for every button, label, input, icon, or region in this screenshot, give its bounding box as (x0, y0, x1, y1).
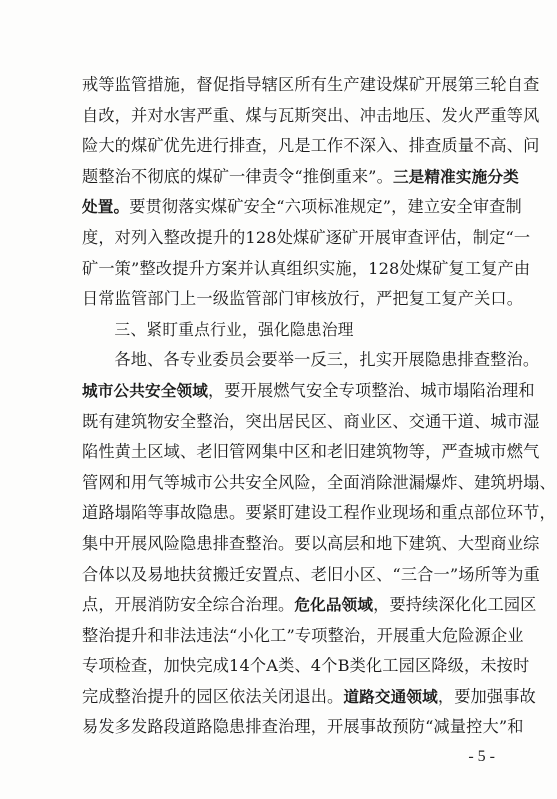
text-line (82, 682, 536, 713)
text-line (82, 162, 519, 193)
bold-phrase: 城市公共安全领域 (82, 381, 208, 400)
text-segment: 自改，并对水害严重、煤与瓦斯突出、冲击地压、发火严重等风 (82, 105, 540, 125)
text-segment: 易发多发路段道路隐患排查治理，开展事故预防“减量控大”和 (82, 717, 524, 737)
text-line (82, 651, 530, 682)
bold-phrase: 三是精准实施分类 (392, 167, 519, 186)
text-segment: 矿一策”整改提升方案并认真组织实施，128处煤矿复工复产由 (82, 258, 531, 278)
text-segment: 集中开展风险隐患排查整治。要以高层和地下建筑、大型商业综 (82, 533, 540, 553)
text-segment: 点，开展消防安全综合治理。 (82, 595, 295, 615)
body-text (82, 70, 556, 743)
text-line (82, 284, 524, 315)
text-segment: 道路塌陷等事故隐患。要紧盯建设工程作业现场和重点部位环节， (82, 503, 556, 523)
text-line (82, 437, 540, 468)
text-segment: ，要开展燃气安全专项整治、城市塌陷治理和 (207, 380, 535, 400)
text-line (82, 498, 556, 529)
text-line (82, 621, 524, 652)
text-segment: 题整治不彻底的煤矿一律责令“推倒重来”。 (82, 166, 393, 186)
text-segment: 整治提升和非法违法“小化工”专项整治，开展重大危险源企业 (82, 625, 524, 645)
text-segment: 日常监管部门上一级监管部门审核放行，严把复工复产关口。 (82, 289, 524, 309)
bold-phrase: 处置。 (82, 198, 130, 217)
text-segment: 合体以及易地扶贫搬迁安置点、老旧小区、“三合一”场所等为重 (82, 564, 540, 584)
text-segment: 各地、各专业委员会要举一反三，扎实开展隐患排查整治。 (114, 350, 540, 370)
text-segment: 专项检查，加快完成14个A类、4个B类化工园区降级，未按时 (82, 656, 530, 676)
text-segment: 度，对列入整改提升的128处煤矿逐矿开展审查评估，制定“一 (82, 227, 531, 247)
text-line (82, 590, 537, 621)
text-segment: 管网和用气等城市公共安全风险，全面消除泄漏爆炸、建筑坍塌、 (82, 472, 556, 492)
text-line (82, 131, 540, 162)
text-segment: 戒等监管措施，督促指导辖区所有生产建设煤矿开展第三轮自查 (82, 75, 540, 94)
text-line (82, 345, 540, 376)
text-line (82, 70, 540, 101)
text-line (82, 254, 531, 285)
text-line (82, 101, 540, 132)
text-segment: 完成整治提升的园区依法关闭退出。 (82, 686, 344, 706)
text-line (82, 407, 540, 438)
text-segment: ，要加强事故 (437, 686, 536, 706)
section-heading: 三、紧盯重点行业，强化隐患治理 (114, 319, 354, 339)
text-segment: ，要持续深化化工园区 (373, 595, 537, 615)
text-line (82, 192, 522, 223)
bold-phrase: 道路交通领域 (343, 687, 438, 706)
text-line (82, 468, 556, 499)
text-line (82, 315, 494, 346)
text-line (82, 712, 524, 743)
text-segment: 险大的煤矿优先进行排查，凡是工作不深入、排查质量不高、问 (82, 136, 540, 156)
text-line (82, 376, 535, 407)
text-line (82, 529, 540, 560)
text-segment: 陷性黄土区域、老旧管网集中区和老旧建筑物等，严查城市燃气 (82, 442, 540, 462)
text-segment: 既有建筑物安全整治，突出居民区、商业区、交通干道、城市湿 (82, 411, 540, 431)
text-segment: 要贯彻落实煤矿安全“六项标准规定”，建立安全审查制 (129, 197, 522, 217)
text-line (82, 223, 531, 254)
text-line (82, 560, 540, 591)
bold-phrase: 危化品领域 (294, 596, 374, 615)
page-number: - 5 - (468, 748, 495, 765)
